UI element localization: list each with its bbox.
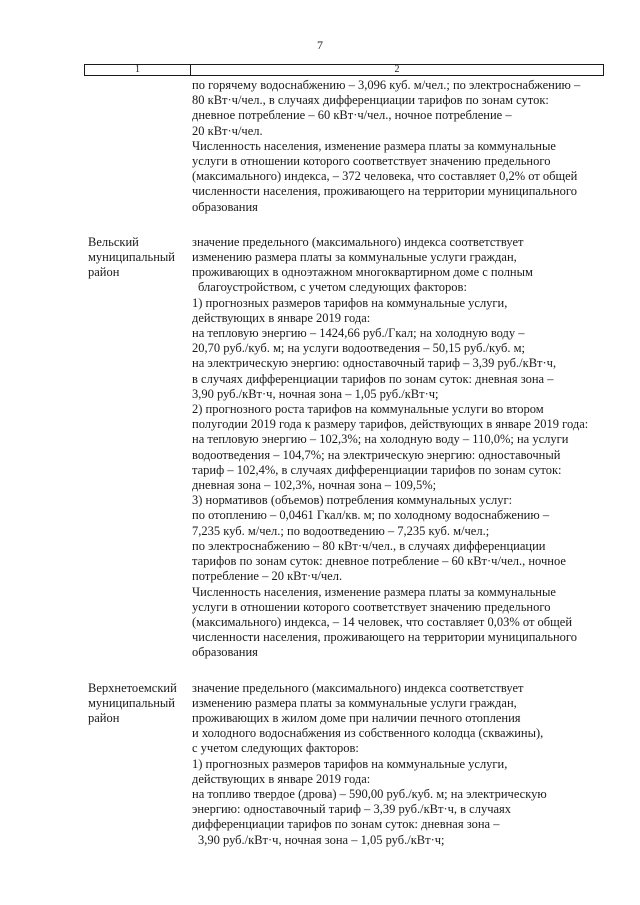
text-line: по электроснабжению – 80 кВт·ч/чел., в случаях дифференциации — [192, 538, 546, 553]
text-line: на тепловую энергию – 102,3%; на холодную воду – 110,0%; на услуги — [192, 432, 569, 447]
text-line: услуги в отношении которого соответствует значению предельного — [192, 599, 551, 614]
text-line: тарифов по зонам суток: дневное потребление – 60 кВт·ч/чел., ночное — [192, 554, 566, 569]
text-line: образования — [192, 199, 258, 214]
text-line: 3,90 руб./кВт·ч, ночная зона – 1,05 руб./кВт·ч; — [192, 386, 439, 401]
text-line: энергию: одноставочный тариф – 3,39 руб./кВт·ч, в случаях — [192, 802, 512, 817]
text-line: водоотведения – 104,7%; на электрическую энергию: одноставочный — [192, 447, 561, 462]
text-line: на тепловую энергию – 1424,66 руб./Гкал; на холодную воду – — [192, 326, 525, 341]
text-line: значение предельного (максимального) индекса соответствует — [192, 680, 524, 695]
text-line: 3,90 руб./кВт·ч, ночная зона – 1,05 руб./кВт·ч; — [198, 832, 445, 847]
text-line: по отоплению – 0,0461 Гкал/кв. м; по холодному водоснабжению – — [192, 508, 550, 523]
text-line: значение предельного (максимального) индекса соответствует — [192, 234, 524, 249]
text-line: на топливо твердое (дрова) – 590,00 руб./куб. м; на электрическую — [192, 786, 547, 801]
text-line: (максимального) индекса, – 14 человек, что составляет 0,03% от общей — [192, 614, 573, 629]
text-line: 1) прогнозных размеров тарифов на коммунальные услуги, — [192, 756, 508, 771]
text-line: дневная зона – 102,3%, ночная зона – 109,5%; — [192, 478, 437, 493]
table-column-header — [84, 64, 604, 76]
text-line: с учетом следующих факторов: — [192, 741, 359, 756]
text-line: потребление – 20 кВт·ч/чел. — [192, 569, 343, 584]
text-line: на электрическую энергию: одноставочный тариф – 3,39 руб./кВт·ч, — [192, 356, 557, 371]
text-line: 80 кВт·ч/чел., в случаях дифференциации тарифов по зонам суток: — [192, 93, 549, 108]
text-line: действующих в январе 2019 года: — [192, 310, 371, 325]
text-line: образования — [192, 645, 258, 660]
region-name: Вельский муниципальный район — [88, 234, 175, 280]
table-row — [88, 78, 608, 215]
text-line: в случаях дифференциации тарифов по зонам суток: дневная зона – — [192, 371, 554, 386]
table-body — [88, 78, 608, 848]
text-line: изменению размера платы за коммунальные услуги граждан, — [192, 695, 517, 710]
region-name — [88, 78, 192, 215]
text-line: дневное потребление – 60 кВт·ч/чел., ночное потребление – — [192, 108, 512, 123]
text-line: численности населения, проживающего на территории муниципального — [192, 630, 577, 645]
text-line: благоустройством, с учетом следующих факторов: — [198, 280, 467, 295]
column-1-header: 1 — [85, 65, 191, 75]
text-line: проживающих в одноэтажном многоквартирном доме с полным — [192, 265, 533, 280]
text-line: численности населения, проживающего на территории муниципального — [192, 184, 577, 199]
region-description — [192, 78, 608, 215]
table-row — [88, 681, 608, 848]
text-line: по горячему водоснабжению – 3,096 куб. м/чел.; по электроснабжению – — [192, 78, 581, 92]
text-line: услуги в отношении которого соответствует значению предельного — [192, 154, 551, 169]
text-line: 7,235 куб. м/чел.; по водоотведению – 7,235 куб. м/чел.; — [192, 523, 490, 538]
text-line: и холодного водоснабжения из собственного колодца (скважины), — [192, 726, 544, 741]
region-name: Верхнетоемский муниципальный район — [88, 680, 177, 725]
text-line: 1) прогнозных размеров тарифов на коммунальные услуги, — [192, 295, 508, 310]
text-line: Численность населения, изменение размера платы за коммунальные — [192, 138, 556, 153]
region-description — [192, 235, 608, 661]
column-2-header: 2 — [394, 64, 400, 75]
text-line: полугодии 2019 года к размеру тарифов, действующих в январе 2019 года: — [192, 417, 589, 432]
region-description — [192, 681, 608, 848]
text-line: Численность населения, изменение размера платы за коммунальные — [192, 584, 556, 599]
text-line: 20,70 руб./куб. м; на услуги водоотведения – 50,15 руб./куб. м; — [192, 341, 526, 356]
text-line: изменению размера платы за коммунальные услуги граждан, — [192, 250, 517, 265]
text-line: тариф – 102,4%, в случаях дифференциации тарифов по зонам суток: — [192, 462, 562, 477]
text-line: (максимального) индекса, – 372 человека, что составляет 0,2% от общей — [192, 169, 578, 184]
text-line: 20 кВт·ч/чел. — [192, 123, 263, 138]
text-line: дифференциации тарифов по зонам суток: дневная зона – — [192, 817, 500, 832]
page-number: 7 — [317, 38, 323, 52]
text-line: 2) прогнозного роста тарифов на коммунальные услуги во втором — [192, 402, 544, 417]
text-line: действующих в январе 2019 года: — [192, 771, 371, 786]
text-line: проживающих в жилом доме при наличии печного отопления — [192, 710, 521, 725]
text-line: 3) нормативов (объемов) потребления коммунальных услуг: — [192, 493, 513, 508]
table-row — [88, 235, 608, 661]
